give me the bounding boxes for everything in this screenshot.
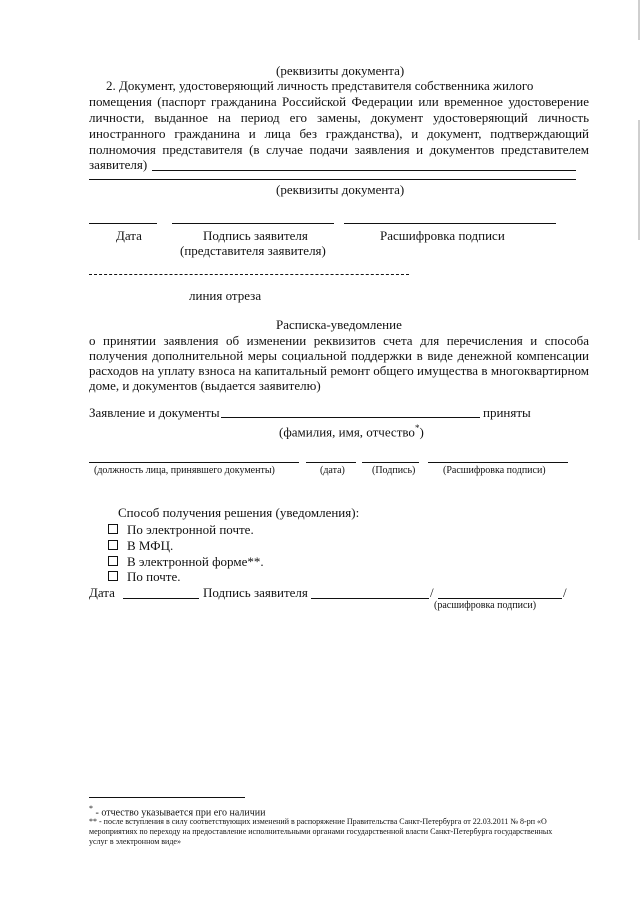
- decoding-field[interactable]: [344, 223, 556, 224]
- fio-caption-text: (фамилия, имя, отчество: [279, 424, 415, 440]
- footnote-2-line-2: мероприятиях по переходу на предоставление исполнительными органами государственной власти Санкт-Петербурга государственных: [89, 827, 553, 836]
- item2-line-6: заявителя): [89, 157, 148, 172]
- footnote-2-line-3: услуг в электронном виде»: [89, 837, 181, 846]
- final-decoding-caption: (расшифровка подписи): [434, 600, 537, 611]
- receipt-decoding-caption: (Расшифровка подписи): [443, 465, 546, 476]
- footnote-separator: [89, 797, 245, 798]
- final-signature-field[interactable]: [311, 598, 429, 599]
- position-field[interactable]: [89, 462, 299, 463]
- fio-asterisk: *: [414, 423, 420, 433]
- fio-caption-close: ): [419, 424, 424, 440]
- footnote-2-line-1: ** - после вступления в силу соответствующих изменений в распоряжение Правительства Санкт-Петербурга от 22.03.2011 № 8-рп «О: [89, 817, 547, 826]
- method-option-label: В электронной форме**.: [127, 554, 264, 569]
- footnote-1-mark: *: [89, 804, 93, 813]
- receipt-line-2: получения дополнительной меры социальной поддержки в виде денежной компенсации: [89, 348, 589, 363]
- method-option-post[interactable]: [108, 569, 181, 584]
- checkbox-icon[interactable]: [108, 524, 118, 534]
- item2-line-1: 2. Документ, удостоверяющий личность представителя собственника жилого: [106, 78, 534, 93]
- accepted-prefix: Заявление и документы: [89, 405, 220, 420]
- final-date-field[interactable]: [123, 598, 199, 599]
- method-option-label: По электронной почте.: [127, 522, 254, 537]
- checkbox-icon[interactable]: [108, 571, 118, 581]
- item2-line-4: иностранного гражданина и лица без гражданства), и документ, подтверждающий: [89, 126, 589, 141]
- document-details-field[interactable]: [152, 170, 576, 171]
- item2-line-2: помещения (паспорт гражданина Российской Федерации или временное удостоверение: [89, 94, 589, 109]
- signature-field[interactable]: [172, 223, 334, 224]
- date-label: Дата: [116, 228, 142, 243]
- receipt-decoding-field[interactable]: [428, 462, 568, 463]
- method-option-label: В МФЦ.: [127, 538, 174, 553]
- receipt-date-caption: (дата): [320, 465, 345, 476]
- receipt-date-field[interactable]: [306, 462, 356, 463]
- document-details-caption: (реквизиты документа): [276, 63, 405, 78]
- final-decoding-field[interactable]: [438, 598, 562, 599]
- accepted-by-field[interactable]: [221, 417, 480, 418]
- date-field[interactable]: [89, 223, 157, 224]
- document-details-caption-2: (реквизиты документа): [276, 182, 405, 197]
- position-caption: (должность лица, принявшего документы): [94, 465, 275, 476]
- signature-label: Подпись заявителя: [203, 228, 308, 243]
- receipt-line-3: расходов на уплату взноса на капитальный ремонт общего имущества в многоквартирном: [89, 363, 589, 378]
- receipt-signature-caption: (Подпись): [372, 465, 416, 476]
- fio-caption: [279, 421, 424, 439]
- cut-line: [89, 274, 409, 275]
- accepted-suffix: приняты: [483, 405, 531, 420]
- cut-line-label: линия отреза: [189, 288, 262, 303]
- checkbox-icon[interactable]: [108, 556, 118, 566]
- method-option-electronic[interactable]: [108, 554, 264, 569]
- checkbox-icon[interactable]: [108, 540, 118, 550]
- footnote-1-text: - отчество указывается при его наличии: [93, 807, 266, 819]
- receipt-title: Расписка-уведомление: [276, 317, 402, 332]
- final-slash-1: /: [430, 585, 434, 600]
- decoding-label: Расшифровка подписи: [380, 228, 505, 243]
- item2-line-5: полномочия представителя (в случае подачи заявления и документов представителем: [89, 142, 589, 157]
- document-details-field-2[interactable]: [89, 179, 576, 180]
- method-option-label: По почте.: [127, 569, 181, 584]
- receipt-signature-field[interactable]: [362, 462, 419, 463]
- receipt-line-1: о принятии заявления об изменении реквизитов счета для перечисления и способа: [89, 333, 589, 348]
- final-signature-label: Подпись заявителя: [203, 585, 308, 600]
- method-title: Способ получения решения (уведомления):: [118, 505, 360, 520]
- method-option-mfc[interactable]: [108, 538, 173, 553]
- final-date-label: Дата: [89, 585, 115, 600]
- receipt-line-4: доме, и документов (выдается заявителю): [89, 378, 321, 393]
- final-slash-2: /: [563, 585, 567, 600]
- method-option-email[interactable]: [108, 522, 254, 537]
- representative-label: (представителя заявителя): [180, 243, 326, 258]
- item2-line-3: личности, выданное на период его замены, документ удостоверяющий личность: [89, 110, 589, 125]
